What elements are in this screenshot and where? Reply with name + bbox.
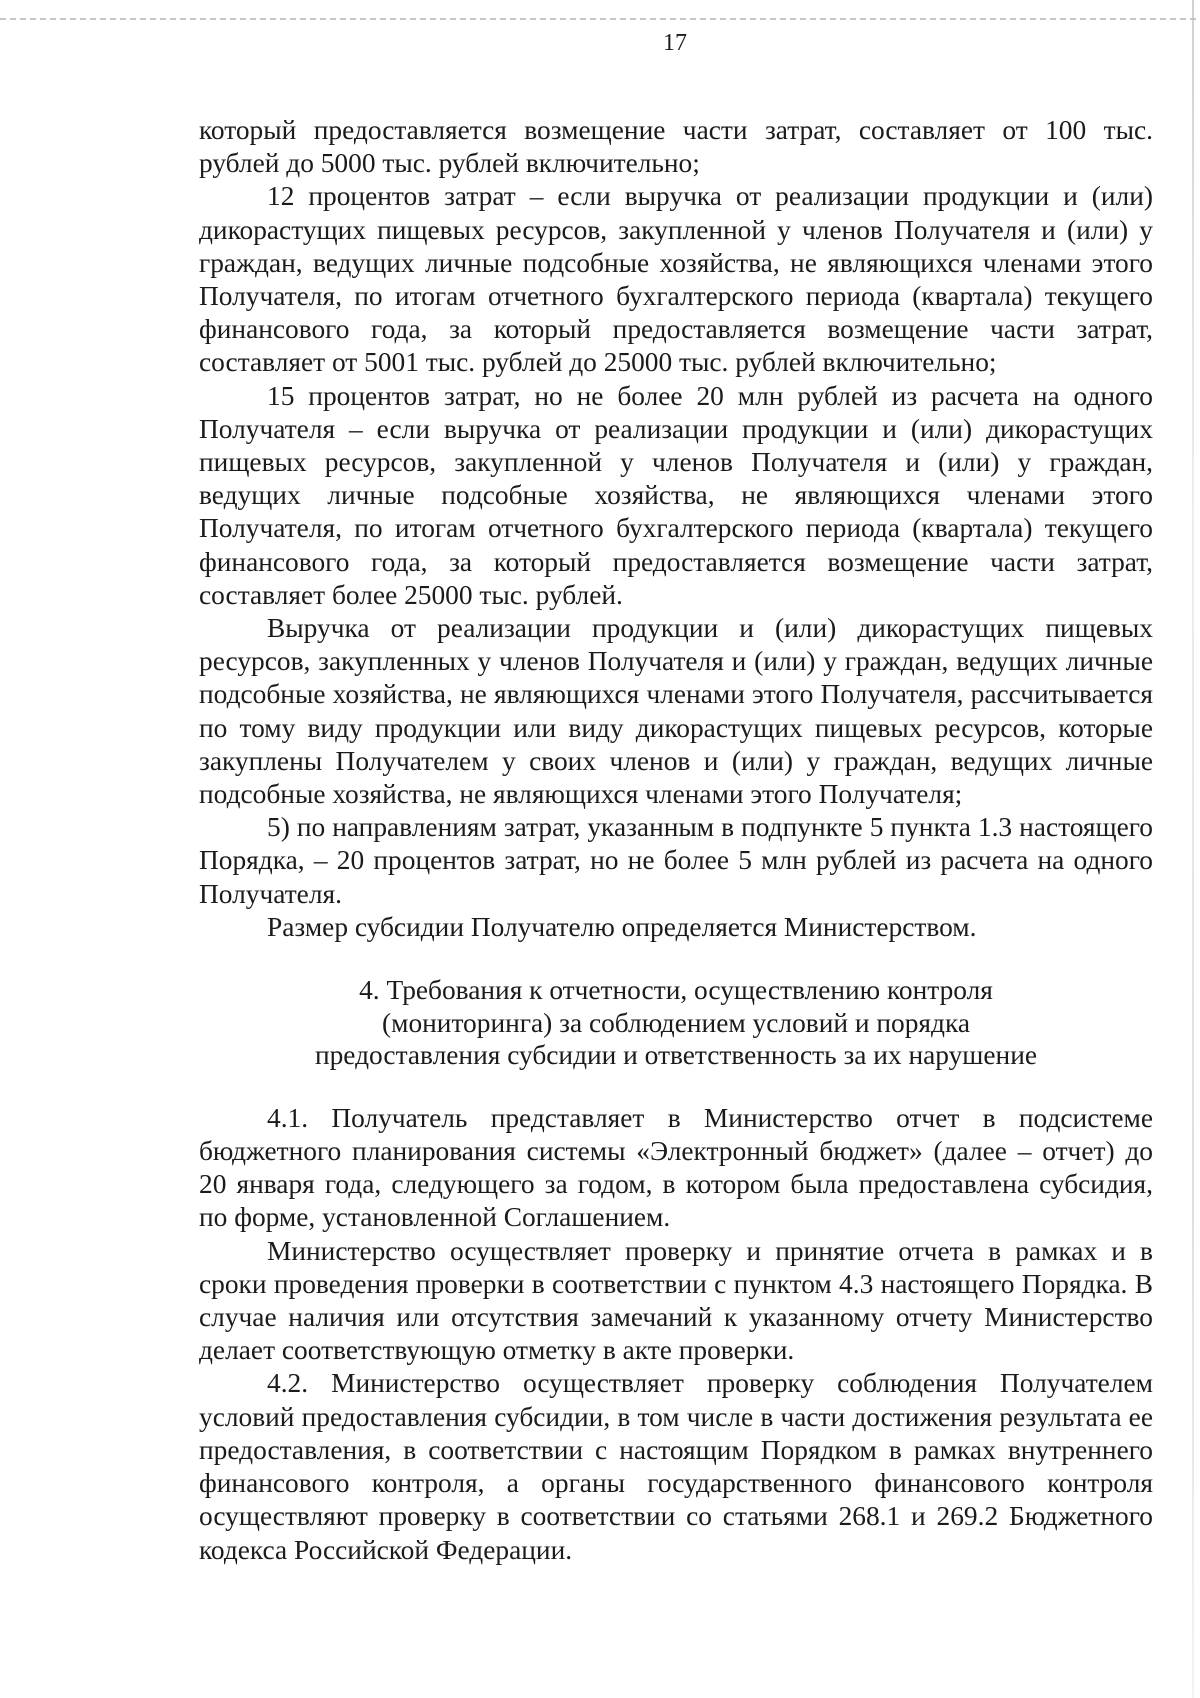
scan-top-line <box>0 18 1196 20</box>
paragraph-report-check: Министерство осуществляет проверку и принятие отчета в рамках и в сроки проведения проверки в соответствии с пунктом 4.3 настоящего Порядка. В случае наличия или отсутствия замечаний к указанному отчету Министерство делает соответствующую отметку в акте проверки. <box>199 1235 1153 1366</box>
section-heading-line: предоставления субсидии и ответственность за их нарушение <box>314 1040 1038 1071</box>
paragraph-continuation: который предоставляется возмещение части затрат, составляет от 100 тыс. рублей до 5000 тыс. рублей включительно; <box>199 115 1153 179</box>
section-heading-line: (мониторинга) за соблюдением условий и порядка <box>381 1007 970 1038</box>
document-body <box>199 114 1153 1567</box>
section-heading-line: 4. Требования к отчетности, осуществлению контроля <box>359 975 993 1006</box>
paragraph-4-1: 4.1. Получатель представляет в Министерство отчет в подсистеме бюджетного планирования системы «Электронный бюджет» (далее – отчет) до 20 января года, следующего за годом, в котором была предоставлена субсидия, по форме, установленной Соглашением. <box>199 1102 1153 1233</box>
page-number: 17 <box>663 30 687 56</box>
paragraph-12-percent: 12 процентов затрат – если выручка от реализации продукции и (или) дикорастущих пищевых ресурсов, закупленной у членов Получателя и (или) у граждан, ведущих личные подсобные хозяйства, не являющихся членами этого Получателя, по итогам отчетного бухгалтерского периода (квартала) текущего финансового года, за который предоставляется возмещение части затрат, составляет от 5001 тыс. рублей до 25000 тыс. рублей включительно; <box>199 181 1153 378</box>
paragraph-item-5: 5) по направлениям затрат, указанным в подпункте 5 пункта 1.3 настоящего Порядка, – 20 процентов затрат, но не более 5 млн рублей из расчета на одного Получателя. <box>199 812 1153 909</box>
scan-right-edge <box>1192 0 1194 1698</box>
paragraph-4-2: 4.2. Министерство осуществляет проверку соблюдения Получателем условий предоставления субсидии, в том числе в части достижения результата ее предоставления, в соответствии с настоящим Порядком в рамках внутреннего финансового контроля, а органы государственного финансового контроля осуществляют проверку в соответствии со статьями 268.1 и 269.2 Бюджетного кодекса Российской Федерации. <box>199 1368 1153 1565</box>
paragraph-subsidy-amount: Размер субсидии Получателю определяется Министерством. <box>267 911 977 942</box>
paragraph-15-percent: 15 процентов затрат, но не более 20 млн рублей из расчета на одного Получателя – если выручка от реализации продукции и (или) дикорастущих пищевых ресурсов, закупленной у членов Получателя и (или) у граждан, ведущих личные подсобные хозяйства, не являющихся членами этого Получателя, по итогам отчетного бухгалтерского периода (квартала) текущего финансового года, за который предоставляется возмещение части затрат, составляет более 25000 тыс. рублей. <box>199 380 1153 610</box>
heading-spacer <box>199 1072 1153 1102</box>
section-heading <box>199 974 1153 1072</box>
paragraph-revenue-calculation: Выручка от реализации продукции и (или) дикорастущих пищевых ресурсов, закупленных у членов Получателя и (или) у граждан, ведущих личные подсобные хозяйства, не являющихся членами этого Получателя, рассчитывается по тому виду продукции или виду дикорастущих пищевых ресурсов, которые закуплены Получателем у своих членов и (или) у граждан, ведущих личные подсобные хозяйства, не являющихся членами этого Получателя; <box>199 613 1153 810</box>
